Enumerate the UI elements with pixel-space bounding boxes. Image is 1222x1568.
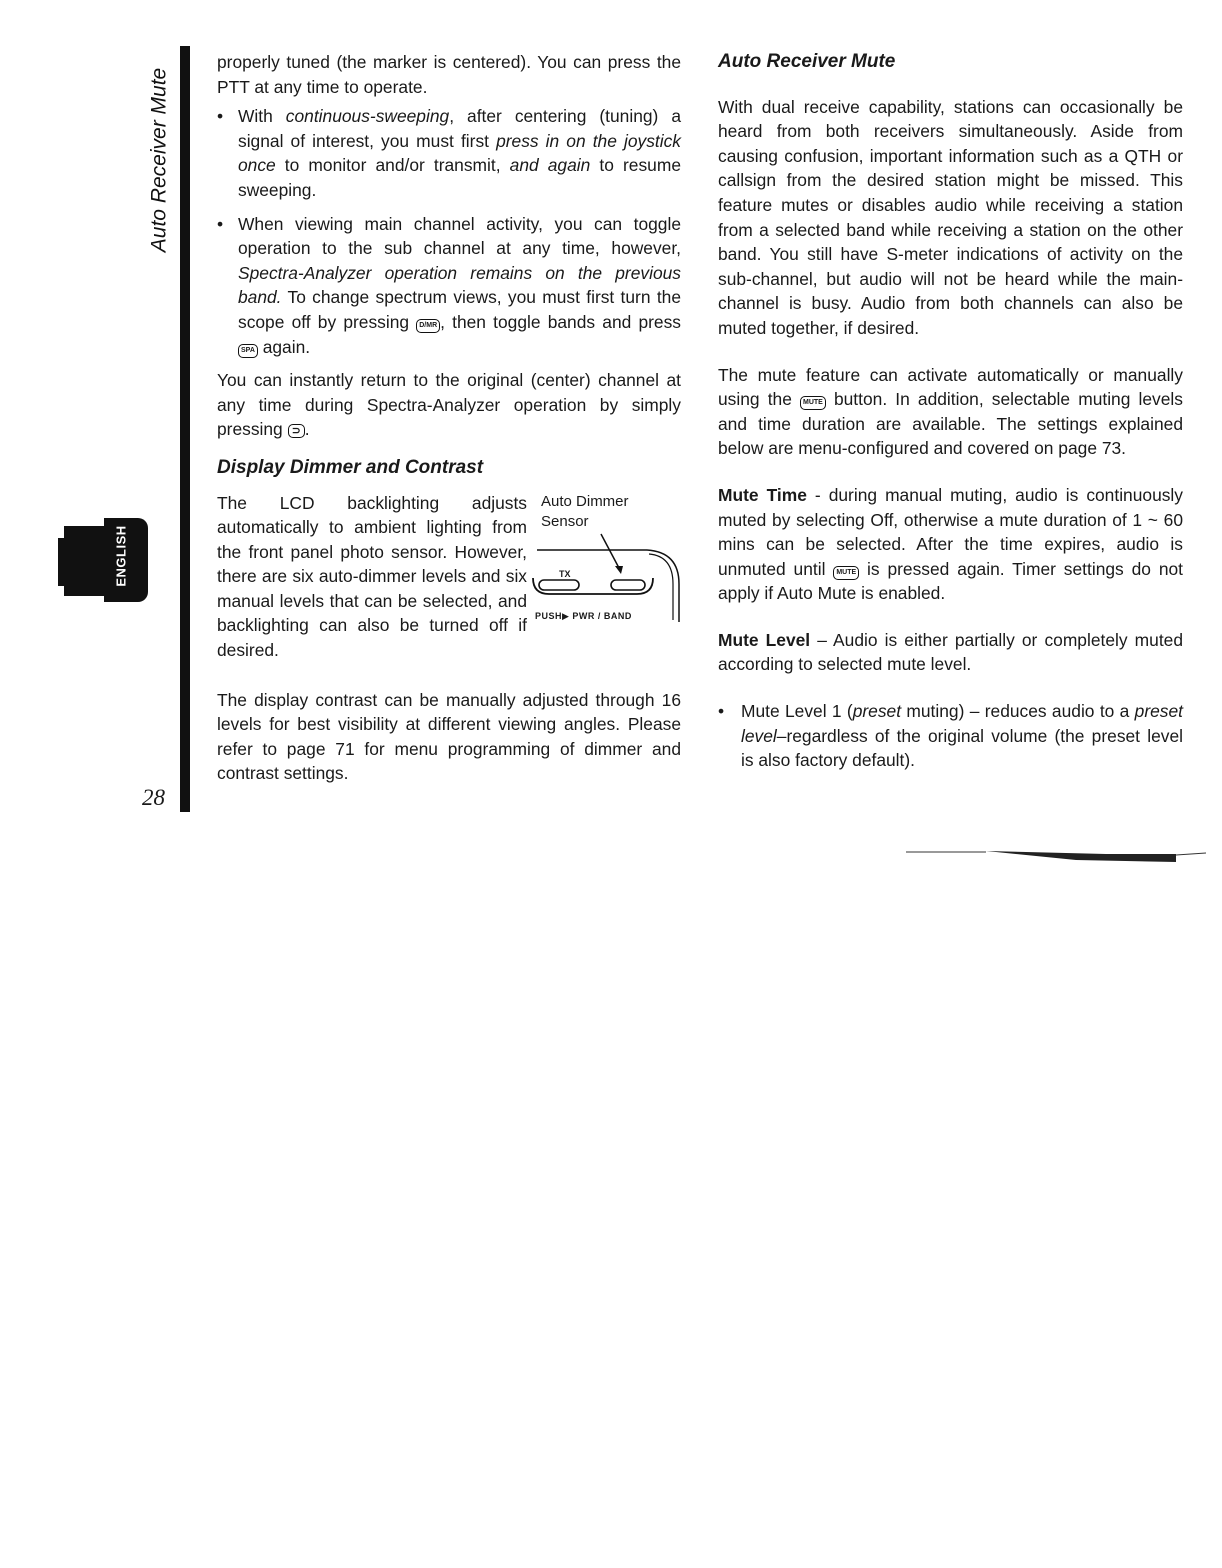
left-column <box>217 50 681 786</box>
mute-level-1-bullet: • Mute Level 1 (preset muting) – reduces audio to a preset level–regardless of the original volume (the preset level is also factory default). <box>718 699 1183 773</box>
right-paragraph-1: With dual receive capability, stations can occasionally be heard from both receivers simultaneously. Aside from causing confusion, important information such as a QTH or callsign from the desired station might be missed. This feature mutes or disables audio while receiving a station from a selected band while receiving a station on the other band. You still have S-meter indications of activity on the sub-channel, but audio will not be heard while the main-channel is busy. Audio from both channels can also be muted together, if desired. <box>718 96 1183 338</box>
auto-dimmer-sensor-figure <box>529 492 689 632</box>
right-column <box>718 50 1183 773</box>
mute-button-icon: MUTE <box>800 396 826 410</box>
figure-label: Auto Dimmer Sensor <box>541 493 629 530</box>
scan-artifact-line <box>906 846 1206 868</box>
mute-time-paragraph: Mute Time - during manual muting, audio is continuously muted by selecting Off, otherwise a mute duration of 1 ~ 60 mins can be selected. After the time expires, audio is unmuted until MUTE is pressed again. Timer settings do not apply if Auto Mute is enabled. <box>718 484 1184 604</box>
tx-label: TX <box>559 569 571 579</box>
side-bar-rule <box>180 46 190 812</box>
language-tab <box>58 518 150 602</box>
right-paragraph-2: The mute feature can activate automatically or manually using the MUTE button. In addition, selectable muting levels and time duration are available. The settings explained below are menu-configured and covered on page 73. <box>718 364 1183 459</box>
display-dimmer-heading: Display Dimmer and Contrast <box>217 456 484 478</box>
auto-receiver-mute-heading: Auto Receiver Mute <box>718 51 896 72</box>
left-paragraph-2: You can instantly return to the original (center) channel at any time during Spectra-Analyzer operation by simply pressing ⊃ . <box>217 370 681 440</box>
spa-button-icon: SPA <box>238 344 258 358</box>
left-paragraph-1: properly tuned (the marker is centered). You can press the PTT at any time to operate. <box>217 52 681 97</box>
mute-level-paragraph: Mute Level – Audio is either partially or completely muted according to selected mute level. <box>718 629 1184 675</box>
return-button-icon: ⊃ <box>288 424 305 438</box>
left-bullet-1: • With continuous-sweeping, after centering (tuning) a signal of interest, you must first press in on the joystick once to monitor and/or transmit, and again to resume sweeping. <box>217 104 681 202</box>
push-pwr-band-label: PUSH▶ PWR / BAND <box>535 611 632 621</box>
left-paragraph-4: The display contrast can be manually adjusted through 16 levels for best visibility at different viewing angles. Please refer to page 71 for menu programming of dimmer and contrast settings. <box>217 689 681 784</box>
section-side-title: Auto Receiver Mute <box>147 67 171 253</box>
page-number: 28 <box>142 785 165 810</box>
language-tab-label: ENGLISH <box>113 525 129 587</box>
left-bullet-2: • When viewing main channel activity, you can toggle operation to the sub channel at any time, however, Spectra-Analyzer operation remains on the previous band. To change spectrum views, you must first turn the scope off by pressing D/MR , then toggle bands and press SPA again. <box>217 212 681 360</box>
mute-button-icon: MUTE <box>833 566 859 580</box>
left-paragraph-3: The LCD backlighting adjusts automatically to ambient lighting from the front panel photo sensor. However, there are six auto-dimmer levels and six manual levels that can be selected, and backlighting can also be turned off if desired. <box>217 492 527 661</box>
dmr-button-icon: D/MR <box>416 319 440 333</box>
